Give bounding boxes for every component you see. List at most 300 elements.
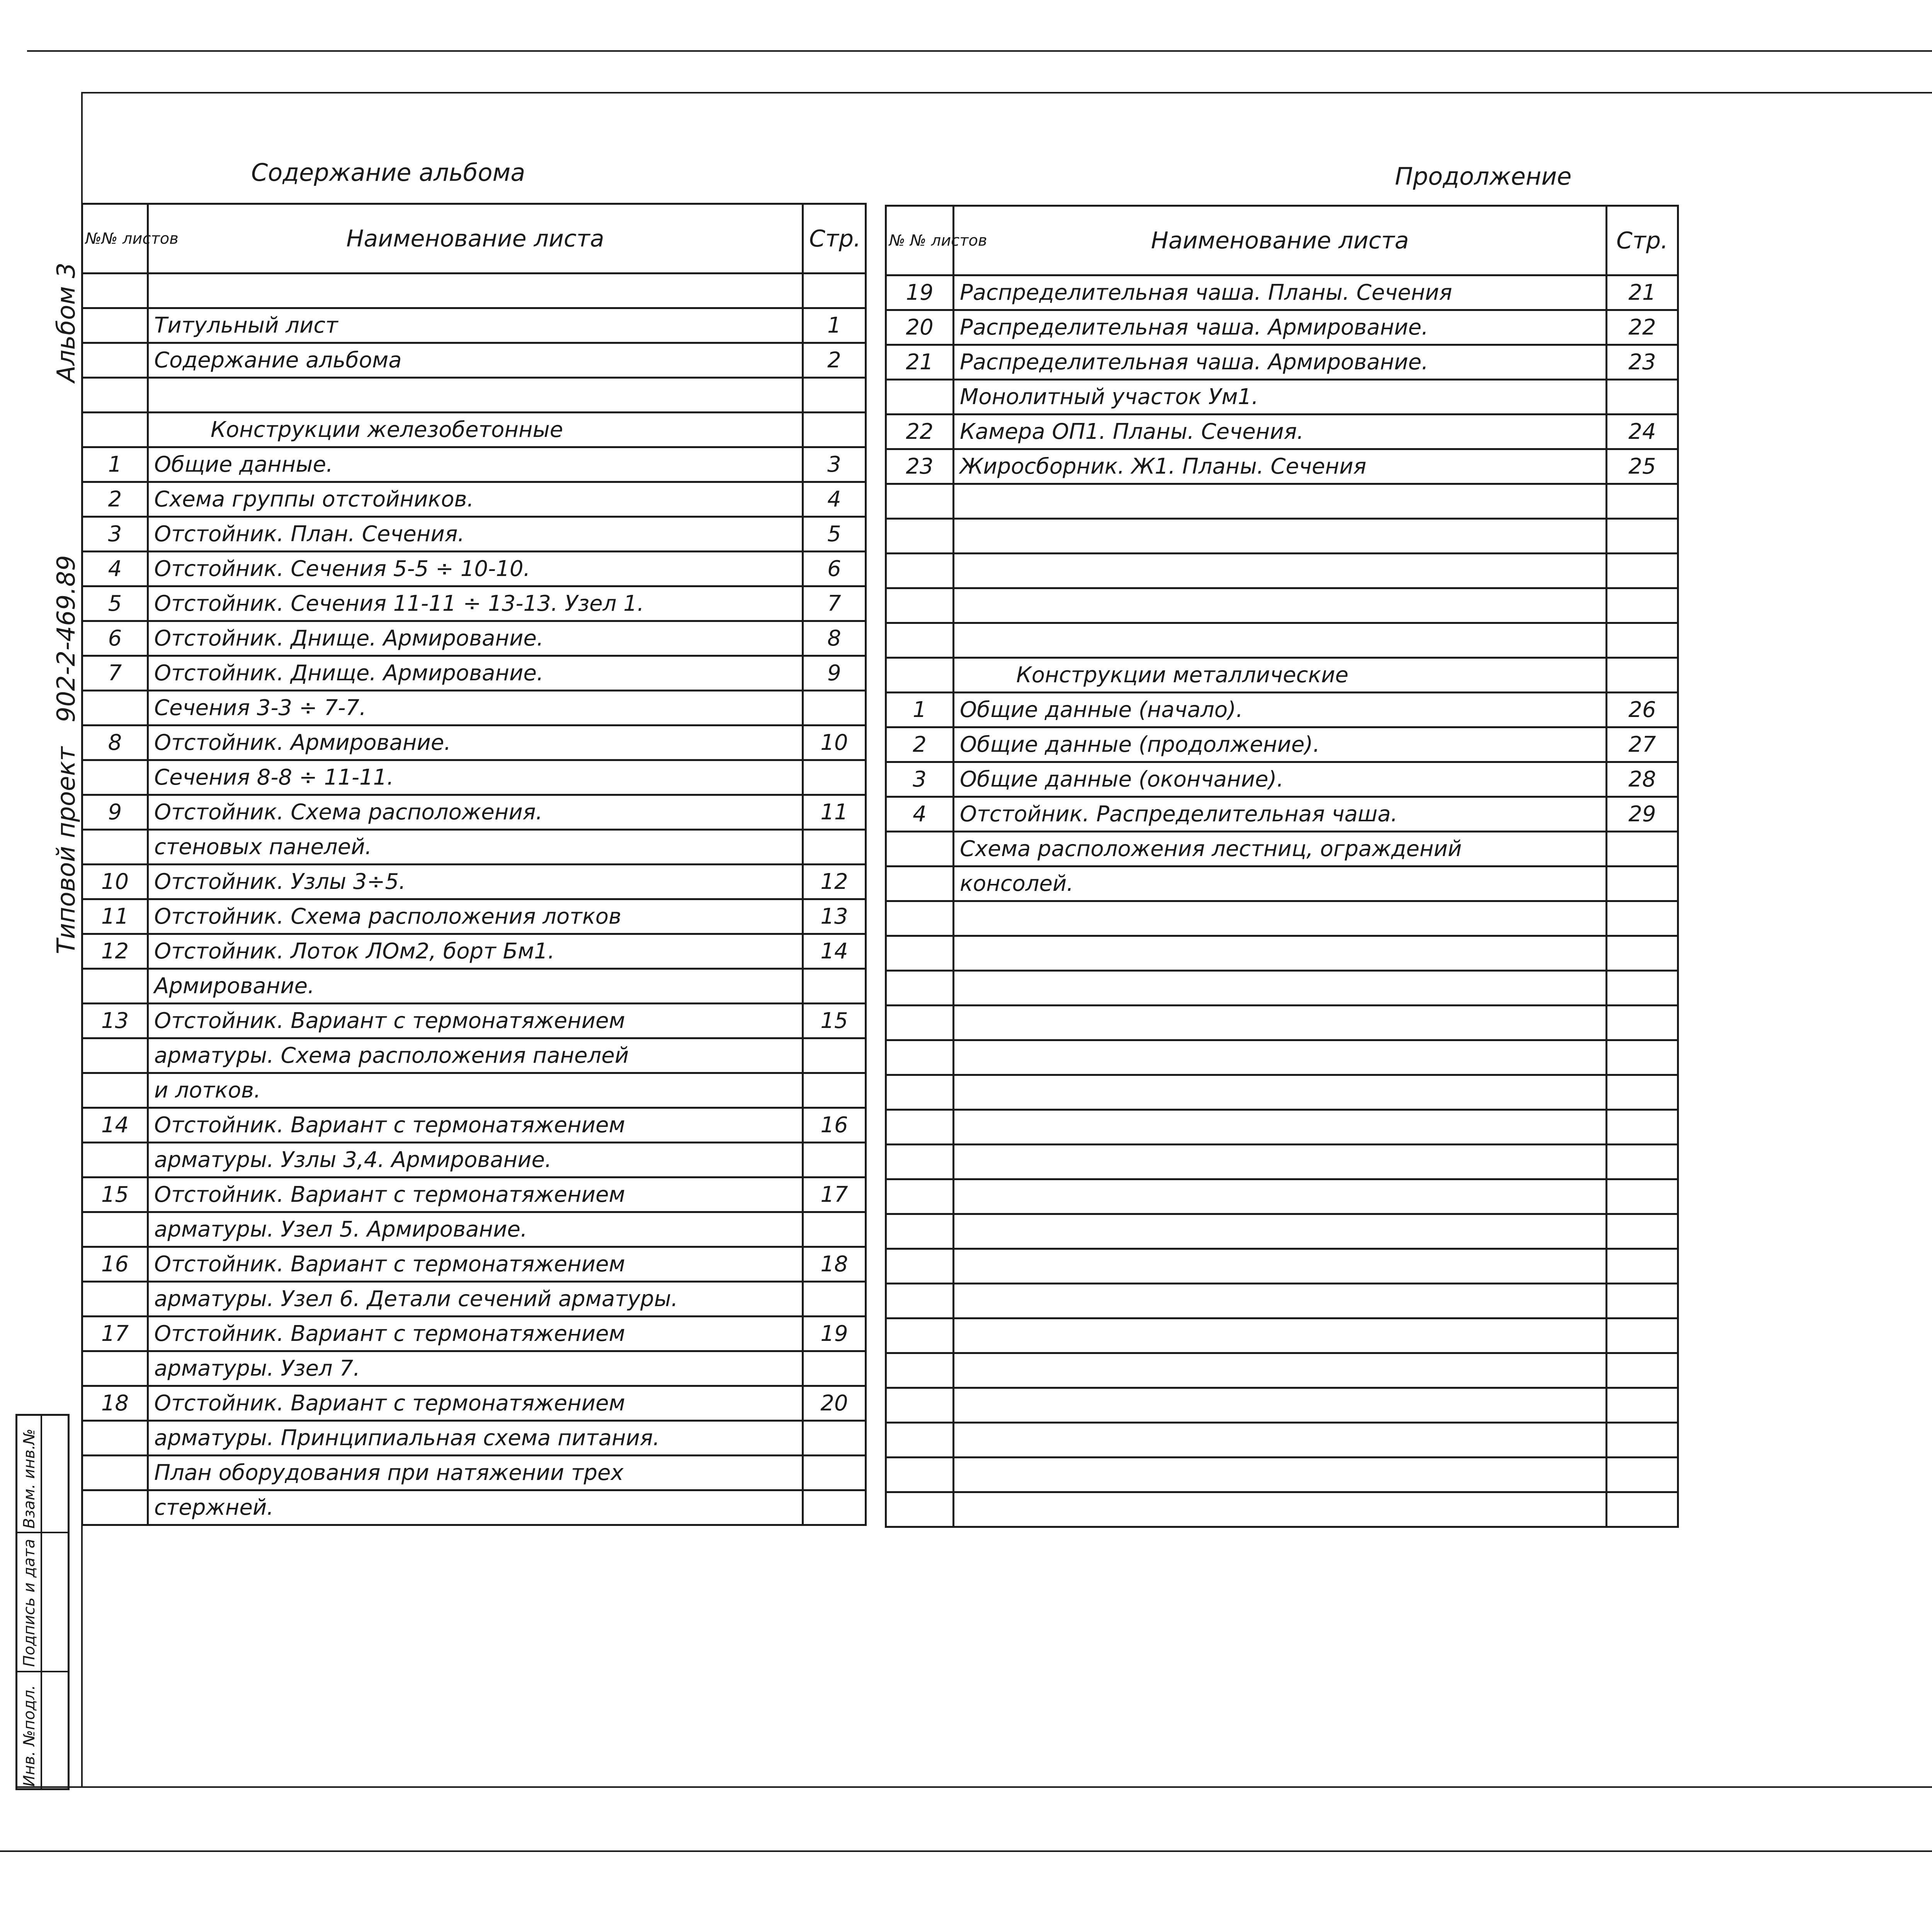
- page-number-cell: [1607, 623, 1678, 658]
- page-number-cell: 8: [803, 621, 866, 656]
- table-row: [82, 656, 866, 691]
- sheet-name-cell: арматуры. Узел 7.: [148, 1351, 803, 1386]
- stamp-divider: [17, 1532, 68, 1533]
- table-row: [82, 1212, 866, 1247]
- page-number-cell: [803, 1490, 866, 1525]
- section-heading-cell: Конструкции железобетонные: [148, 413, 803, 447]
- frame-bottom: [15, 1786, 1932, 1788]
- table-row: [886, 1214, 1678, 1249]
- sheet-number-cell: [82, 274, 148, 308]
- page-number-cell: [803, 969, 866, 1004]
- sheet-number-cell: 22: [886, 415, 954, 449]
- left-table-header: [82, 204, 866, 274]
- sheet-number-cell: [82, 343, 148, 378]
- page-number-cell: 6: [803, 552, 866, 586]
- sheet-name-cell: Камера ОП1. Планы. Сечения.: [954, 415, 1607, 449]
- sheet-number-cell: [886, 1284, 954, 1318]
- table-row: [886, 1110, 1678, 1145]
- sheet-name-cell: Отстойник. План. Сечения.: [148, 517, 803, 552]
- page-number-cell: [1607, 1423, 1678, 1458]
- sheet-name-cell: арматуры. Узлы 3,4. Армирование.: [148, 1143, 803, 1177]
- stamp-label-replace: Взам. инв.№: [20, 1429, 38, 1529]
- page-number-cell: [1607, 1040, 1678, 1075]
- sheet-name-cell: Отстойник. Вариант с термонатяжением: [148, 1108, 803, 1143]
- page-number-cell: [1607, 658, 1678, 693]
- sheet-number-cell: [886, 1040, 954, 1075]
- sheet-number-cell: 2: [82, 482, 148, 517]
- sheet-number-cell: 12: [82, 934, 148, 969]
- sheet-name-cell: Общие данные.: [148, 447, 803, 482]
- table-row: [886, 1388, 1678, 1423]
- table-row: [82, 1004, 866, 1038]
- page-number-cell: [803, 1456, 866, 1490]
- page-number-cell: [803, 1351, 866, 1386]
- sheet-number-cell: [886, 658, 954, 693]
- table-row: [82, 1038, 866, 1073]
- sheet-number-cell: [886, 588, 954, 623]
- header-sheet-name: Наименование листа: [954, 206, 1607, 275]
- sheet-number-cell: 16: [82, 1247, 148, 1282]
- sheet-name-cell: [954, 1075, 1607, 1110]
- sheet-name-cell: [954, 936, 1607, 971]
- right-table-title: Продолжение: [1395, 162, 1572, 190]
- table-row: [82, 1073, 866, 1108]
- page-number-cell: [803, 1038, 866, 1073]
- sheet-name-cell: Отстойник. Вариант с термонатяжением: [148, 1177, 803, 1212]
- table-row: [82, 1351, 866, 1386]
- sheet-name-cell: арматуры. Узел 6. Детали сечений арматуры.: [148, 1282, 803, 1317]
- sheet-number-cell: [886, 1423, 954, 1458]
- sheet-name-cell: [954, 1388, 1607, 1423]
- page-number-cell: 2: [803, 343, 866, 378]
- sheet-number-cell: [886, 1145, 954, 1179]
- page-number-cell: 1: [803, 308, 866, 343]
- table-row: [82, 760, 866, 795]
- table-row: [82, 378, 866, 413]
- sheet-name-cell: Общие данные (продолжение).: [954, 727, 1607, 762]
- table-row: [886, 832, 1678, 866]
- table-row: [886, 519, 1678, 554]
- table-row: [82, 830, 866, 865]
- sheet-number-cell: [886, 936, 954, 971]
- sheet-number-cell: 17: [82, 1317, 148, 1351]
- sheet-number-cell: 11: [82, 899, 148, 934]
- table-row: [82, 795, 866, 830]
- table-row: [886, 1006, 1678, 1040]
- stamp-divider: [41, 1416, 42, 1788]
- sheet-number-cell: 3: [82, 517, 148, 552]
- page-number-cell: 13: [803, 899, 866, 934]
- page-number-cell: [1607, 1145, 1678, 1179]
- sheet-number-cell: 15: [82, 1177, 148, 1212]
- sheet-name-cell: Монолитный участок Ум1.: [954, 380, 1607, 415]
- page-number-cell: [1607, 380, 1678, 415]
- page-number-cell: [1607, 519, 1678, 554]
- header-sheet-number: №№ листов: [82, 204, 148, 274]
- sheet-name-cell: Отстойник. Лоток ЛОм2, борт Бм1.: [148, 934, 803, 969]
- table-row: [82, 1282, 866, 1317]
- sheet-name-cell: Отстойник. Вариант с термонатяжением: [148, 1317, 803, 1351]
- page-number-cell: [1607, 971, 1678, 1006]
- sheet-number-cell: 18: [82, 1386, 148, 1421]
- page-number-cell: 11: [803, 795, 866, 830]
- sheet-name-cell: Общие данные (начало).: [954, 693, 1607, 727]
- page-number-cell: [1607, 901, 1678, 936]
- sheet-number-cell: [82, 1456, 148, 1490]
- sheet-name-cell: [954, 519, 1607, 554]
- page-number-cell: [803, 691, 866, 725]
- sheet-number-cell: [886, 1249, 954, 1284]
- sheet-name-cell: Отстойник. Днище. Армирование.: [148, 656, 803, 691]
- sheet-name-cell: [954, 1458, 1607, 1492]
- sheet-name-cell: Отстойник. Армирование.: [148, 725, 803, 760]
- table-row: [82, 447, 866, 482]
- page-number-cell: [1607, 936, 1678, 971]
- sheet-number-cell: [886, 1388, 954, 1423]
- table-row: [886, 275, 1678, 310]
- page-number-cell: 17: [803, 1177, 866, 1212]
- sheet-number-cell: 5: [82, 586, 148, 621]
- page-number-cell: [803, 1212, 866, 1247]
- page-number-cell: [1607, 866, 1678, 901]
- sheet-name-cell: [954, 623, 1607, 658]
- table-row: [82, 1247, 866, 1282]
- page-number-cell: [1607, 832, 1678, 866]
- sheet-name-cell: стержней.: [148, 1490, 803, 1525]
- sheet-number-cell: [82, 760, 148, 795]
- sheet-number-cell: 1: [886, 693, 954, 727]
- table-row: [82, 934, 866, 969]
- sheet-name-cell: План оборудования при натяжении трех: [148, 1456, 803, 1490]
- sheet-name-cell: Сечения 8-8 ÷ 11-11.: [148, 760, 803, 795]
- table-row: [82, 274, 866, 308]
- sheet-number-cell: [82, 1351, 148, 1386]
- page-number-cell: [1607, 1179, 1678, 1214]
- sheet-number-cell: 3: [886, 762, 954, 797]
- header-page: Стр.: [803, 204, 866, 274]
- sheet-number-cell: [82, 1038, 148, 1073]
- sheet-name-cell: Отстойник. Сечения 11-11 ÷ 13-13. Узел 1.: [148, 586, 803, 621]
- sheet-number-cell: 2: [886, 727, 954, 762]
- table-row: [886, 484, 1678, 519]
- sheet-number-cell: [886, 484, 954, 519]
- table-row: [82, 586, 866, 621]
- page-number-cell: [1607, 588, 1678, 623]
- table-row: [82, 1317, 866, 1351]
- table-row: [886, 1318, 1678, 1353]
- sheet-name-cell: [954, 1006, 1607, 1040]
- table-row: [82, 1421, 866, 1456]
- page-number-cell: [1607, 1353, 1678, 1388]
- sheet-number-cell: [886, 1353, 954, 1388]
- sheet-name-cell: [954, 901, 1607, 936]
- sheet-name-cell: Распределительная чаша. Планы. Сечения: [954, 275, 1607, 310]
- table-row: [886, 1492, 1678, 1527]
- table-row: [82, 1456, 866, 1490]
- page-number-cell: 5: [803, 517, 866, 552]
- page-number-cell: 20: [803, 1386, 866, 1421]
- section-heading-cell: Конструкции металлические: [954, 658, 1607, 693]
- table-row: [82, 865, 866, 899]
- page-number-cell: [1607, 484, 1678, 519]
- page-number-cell: 4: [803, 482, 866, 517]
- sheet-number-cell: [886, 971, 954, 1006]
- page-number-cell: 15: [803, 1004, 866, 1038]
- page-number-cell: 28: [1607, 762, 1678, 797]
- header-sheet-number: № № листов: [886, 206, 954, 275]
- sheet-name-cell: консолей.: [954, 866, 1607, 901]
- left-table-title: Содержание альбома: [251, 158, 526, 187]
- sheet-name-cell: Сечения 3-3 ÷ 7-7.: [148, 691, 803, 725]
- page-number-cell: 12: [803, 865, 866, 899]
- table-row: [886, 588, 1678, 623]
- sheet-number-cell: [82, 1490, 148, 1525]
- table-row: [886, 1458, 1678, 1492]
- table-row: [82, 482, 866, 517]
- page-number-cell: [803, 378, 866, 413]
- table-row: [886, 1075, 1678, 1110]
- table-row: [82, 969, 866, 1004]
- sheet-name-cell: Схема расположения лестниц, ограждений: [954, 832, 1607, 866]
- page-number-cell: 27: [1607, 727, 1678, 762]
- sheet-name-cell: Распределительная чаша. Армирование.: [954, 345, 1607, 380]
- sheet-number-cell: 7: [82, 656, 148, 691]
- sheet-name-cell: Жиросборник. Ж1. Планы. Сечения: [954, 449, 1607, 484]
- sheet-name-cell: стеновых панелей.: [148, 830, 803, 865]
- table-row: [82, 1108, 866, 1143]
- approval-stamp: [15, 1414, 70, 1790]
- table-row: [886, 449, 1678, 484]
- sheet-name-cell: Отстойник. Вариант с термонатяжением: [148, 1247, 803, 1282]
- page-number-cell: [803, 1073, 866, 1108]
- frame-top: [81, 92, 1932, 93]
- sheet-number-cell: [886, 1179, 954, 1214]
- sheet-number-cell: 14: [82, 1108, 148, 1143]
- sheet-name-cell: арматуры. Принципиальная схема питания.: [148, 1421, 803, 1456]
- table-row: [886, 345, 1678, 380]
- sheet-number-cell: 4: [886, 797, 954, 832]
- sheet-number-cell: [82, 691, 148, 725]
- sheet-name-cell: [148, 378, 803, 413]
- sheet-name-cell: [954, 1110, 1607, 1145]
- page-number-cell: [1607, 1388, 1678, 1423]
- page-number-cell: 19: [803, 1317, 866, 1351]
- table-row: [82, 725, 866, 760]
- sheet-name-cell: Общие данные (окончание).: [954, 762, 1607, 797]
- table-row: [886, 658, 1678, 693]
- page-number-cell: [1607, 1492, 1678, 1527]
- sheet-number-cell: [886, 1006, 954, 1040]
- table-row: [82, 308, 866, 343]
- sheet-number-cell: [886, 832, 954, 866]
- page-number-cell: 10: [803, 725, 866, 760]
- sheet-name-cell: [954, 1318, 1607, 1353]
- table-row: [886, 727, 1678, 762]
- sheet-number-cell: [886, 1214, 954, 1249]
- sheet-number-cell: [886, 519, 954, 554]
- table-row: [82, 552, 866, 586]
- sheet-number-cell: [82, 1421, 148, 1456]
- sheet-number-cell: [886, 1110, 954, 1145]
- table-row: [886, 310, 1678, 345]
- sheet-name-cell: [954, 1179, 1607, 1214]
- table-row: [82, 1143, 866, 1177]
- side-project-type: Типовой проект: [52, 746, 81, 954]
- stamp-label-inventory: Инв. №подл.: [20, 1685, 38, 1787]
- table-row: [82, 1386, 866, 1421]
- sheet-number-cell: 4: [82, 552, 148, 586]
- sheet-number-cell: [82, 378, 148, 413]
- sheet-number-cell: 21: [886, 345, 954, 380]
- sheet-name-cell: [954, 588, 1607, 623]
- sheet-number-cell: [886, 554, 954, 588]
- sheet-name-cell: Отстойник. Схема расположения лотков: [148, 899, 803, 934]
- page-number-cell: [803, 1282, 866, 1317]
- page-number-cell: [803, 760, 866, 795]
- page-number-cell: 16: [803, 1108, 866, 1143]
- page-number-cell: [803, 1143, 866, 1177]
- sheet-name-cell: [954, 1353, 1607, 1388]
- sheet-number-cell: 10: [82, 865, 148, 899]
- sheet-name-cell: [954, 1040, 1607, 1075]
- sheet-name-cell: Армирование.: [148, 969, 803, 1004]
- sheet-number-cell: [82, 1282, 148, 1317]
- sheet-name-cell: и лотков.: [148, 1073, 803, 1108]
- table-row: [886, 971, 1678, 1006]
- right-table-header: [886, 206, 1678, 275]
- page-number-cell: [803, 413, 866, 447]
- stamp-label-signature: Подпись и дата: [20, 1539, 38, 1667]
- page-number-cell: 29: [1607, 797, 1678, 832]
- page-number-cell: 22: [1607, 310, 1678, 345]
- sheet-name-cell: Отстойник. Днище. Армирование.: [148, 621, 803, 656]
- page-number-cell: [1607, 1214, 1678, 1249]
- sheet-name-cell: [954, 1423, 1607, 1458]
- page-number-cell: [1607, 1458, 1678, 1492]
- table-row: [82, 343, 866, 378]
- sheet-name-cell: Отстойник. Схема расположения.: [148, 795, 803, 830]
- page-number-cell: [1607, 1075, 1678, 1110]
- table-row: [886, 1249, 1678, 1284]
- page-number-cell: 18: [803, 1247, 866, 1282]
- table-row: [82, 1490, 866, 1525]
- side-album-label: Альбом 3: [52, 262, 81, 382]
- sheet-number-cell: [82, 413, 148, 447]
- page-number-cell: [803, 1421, 866, 1456]
- table-row: [82, 413, 866, 447]
- table-row: [886, 936, 1678, 971]
- page-number-cell: 24: [1607, 415, 1678, 449]
- table-row: [886, 866, 1678, 901]
- table-row: [886, 380, 1678, 415]
- table-row: [886, 762, 1678, 797]
- table-row: [886, 1423, 1678, 1458]
- sheet-number-cell: [886, 1492, 954, 1527]
- sheet-name-cell: [954, 1492, 1607, 1527]
- table-row: [886, 1179, 1678, 1214]
- sheet-number-cell: [886, 1318, 954, 1353]
- stamp-divider: [17, 1671, 68, 1672]
- sheet-name-cell: арматуры. Узел 5. Армирование.: [148, 1212, 803, 1247]
- sheet-number-cell: [886, 623, 954, 658]
- sheet-number-cell: [886, 1458, 954, 1492]
- side-project-code: 902-2-469.89: [52, 555, 81, 722]
- page-number-cell: [803, 274, 866, 308]
- page-number-cell: [1607, 1318, 1678, 1353]
- sheet-name-cell: [954, 554, 1607, 588]
- table-row: [82, 691, 866, 725]
- table-row: [886, 1145, 1678, 1179]
- sheet-number-cell: [886, 380, 954, 415]
- sheet-name-cell: Содержание альбома: [148, 343, 803, 378]
- table-row: [886, 1353, 1678, 1388]
- page-number-cell: 25: [1607, 449, 1678, 484]
- table-row: [82, 899, 866, 934]
- sheet-name-cell: Распределительная чаша. Армирование.: [954, 310, 1607, 345]
- sheet-number-cell: [82, 308, 148, 343]
- sheet-number-cell: 23: [886, 449, 954, 484]
- page-number-cell: 26: [1607, 693, 1678, 727]
- page-number-cell: [1607, 1284, 1678, 1318]
- sheet-name-cell: Схема группы отстойников.: [148, 482, 803, 517]
- sheet-name-cell: Отстойник. Вариант с термонатяжением: [148, 1004, 803, 1038]
- sheet-number-cell: [886, 866, 954, 901]
- sheet-number-cell: 19: [886, 275, 954, 310]
- sheet-number-cell: [886, 901, 954, 936]
- page-number-cell: 3: [803, 447, 866, 482]
- table-row: [82, 1177, 866, 1212]
- table-row: [886, 623, 1678, 658]
- table-row: [82, 621, 866, 656]
- table-row: [886, 693, 1678, 727]
- page-number-cell: [1607, 1249, 1678, 1284]
- header-page: Стр.: [1607, 206, 1678, 275]
- sheet-name-cell: Отстойник. Сечения 5-5 ÷ 10-10.: [148, 552, 803, 586]
- sheet-name-cell: Отстойник. Узлы 3÷5.: [148, 865, 803, 899]
- table-row: [886, 415, 1678, 449]
- sheet-number-cell: 1: [82, 447, 148, 482]
- page-number-cell: [1607, 1110, 1678, 1145]
- sheet-name-cell: [954, 1249, 1607, 1284]
- sheet-name-cell: арматуры. Схема расположения панелей: [148, 1038, 803, 1073]
- table-row: [886, 1040, 1678, 1075]
- sheet-name-cell: [954, 1214, 1607, 1249]
- bottom-trim-line: [0, 1850, 1932, 1852]
- sheet-number-cell: 8: [82, 725, 148, 760]
- page-number-cell: [1607, 554, 1678, 588]
- page-number-cell: [1607, 1006, 1678, 1040]
- page-number-cell: 14: [803, 934, 866, 969]
- page-number-cell: 7: [803, 586, 866, 621]
- sheet-number-cell: [82, 830, 148, 865]
- top-trim-line: [27, 50, 1932, 52]
- page-number-cell: 9: [803, 656, 866, 691]
- sheet-name-cell: Отстойник. Распределительная чаша.: [954, 797, 1607, 832]
- sheet-number-cell: [82, 1212, 148, 1247]
- page-number-cell: [803, 830, 866, 865]
- sheet-number-cell: 20: [886, 310, 954, 345]
- sheet-name-cell: [148, 274, 803, 308]
- sheet-name-cell: [954, 971, 1607, 1006]
- table-row: [886, 901, 1678, 936]
- sheet-number-cell: [886, 1075, 954, 1110]
- sheet-name-cell: Отстойник. Вариант с термонатяжением: [148, 1386, 803, 1421]
- page-number-cell: 21: [1607, 275, 1678, 310]
- table-row: [82, 517, 866, 552]
- sheet-number-cell: 6: [82, 621, 148, 656]
- page-number-cell: 23: [1607, 345, 1678, 380]
- sheet-number-cell: 13: [82, 1004, 148, 1038]
